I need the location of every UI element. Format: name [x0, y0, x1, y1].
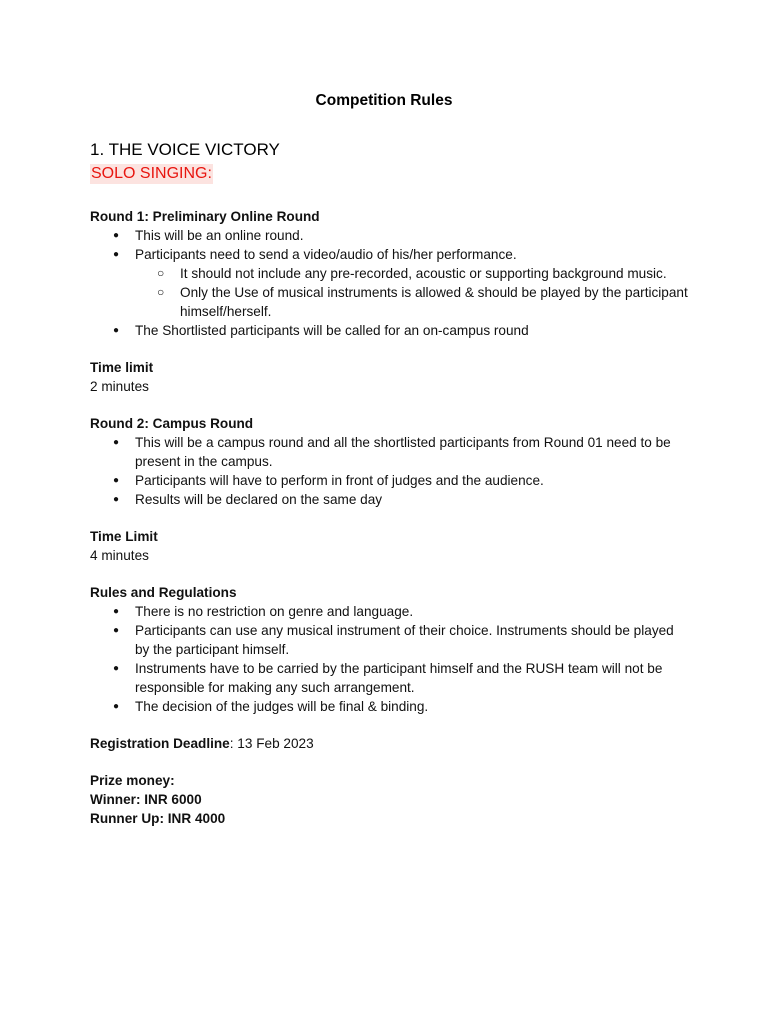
time-limit-value: 2 minutes: [90, 379, 149, 394]
list-item: ● The decision of the judges will be final & binding.: [90, 697, 690, 716]
time-limit-label: Time limit: [90, 360, 154, 375]
time-limit-label: Time Limit: [90, 529, 158, 544]
list-item: [90, 245, 690, 321]
prize-heading: Prize money:: [90, 773, 175, 788]
sub-list-item: ○ It should not include any pre-recorded, acoustic or supporting background music.: [135, 264, 690, 283]
round2-time: [90, 527, 690, 565]
round1-sublist: [135, 264, 690, 321]
page-title: Competition Rules: [315, 92, 453, 109]
list-item: ● This will be a campus round and all the shortlisted participants from Round 01 need to be present in the campus.: [90, 433, 690, 471]
rules-list: [90, 602, 690, 716]
rules-section: [90, 583, 690, 716]
registration-line: [90, 734, 690, 753]
round1-section: [90, 207, 690, 340]
event-heading: 1. THE VOICE VICTORY: [90, 140, 280, 159]
time-limit-value: 4 minutes: [90, 548, 149, 563]
list-item: ● The Shortlisted participants will be called for an on-campus round: [90, 321, 690, 340]
rules-heading: Rules and Regulations: [90, 585, 237, 600]
list-item: ● Instruments have to be carried by the participant himself and the RUSH team will not be responsible for making any such arrangement.: [90, 659, 690, 697]
round1-heading: Round 1: Preliminary Online Round: [90, 209, 320, 224]
list-item: ● Results will be declared on the same day: [90, 490, 690, 509]
round2-list: [90, 433, 690, 509]
category-colon: :: [207, 165, 212, 182]
registration-label: Registration Deadline: [90, 736, 230, 751]
list-item-text: Participants need to send a video/audio of his/her performance.: [135, 247, 517, 262]
round1-list: [90, 226, 690, 340]
list-item: ● This will be an online round.: [90, 226, 690, 245]
list-item: ● Participants will have to perform in front of judges and the audience.: [90, 471, 690, 490]
prize-section: [90, 771, 690, 828]
prize-runner-up: Runner Up: INR 4000: [90, 811, 226, 826]
round1-time: [90, 358, 690, 396]
category-label: [90, 164, 213, 184]
category-text: SOLO SINGING: [91, 165, 208, 182]
list-item: ● There is no restriction on genre and language.: [90, 602, 690, 621]
round2-heading: Round 2: Campus Round: [90, 416, 254, 431]
round2-section: [90, 414, 690, 509]
prize-winner: Winner: INR 6000: [90, 792, 202, 807]
registration-value: : 13 Feb 2023: [229, 736, 314, 751]
list-item: ● Participants can use any musical instrument of their choice. Instruments should be played by the participant himself.: [90, 621, 690, 659]
sub-list-item: ○ Only the Use of musical instruments is allowed & should be played by the participant himself/herself.: [135, 283, 690, 321]
